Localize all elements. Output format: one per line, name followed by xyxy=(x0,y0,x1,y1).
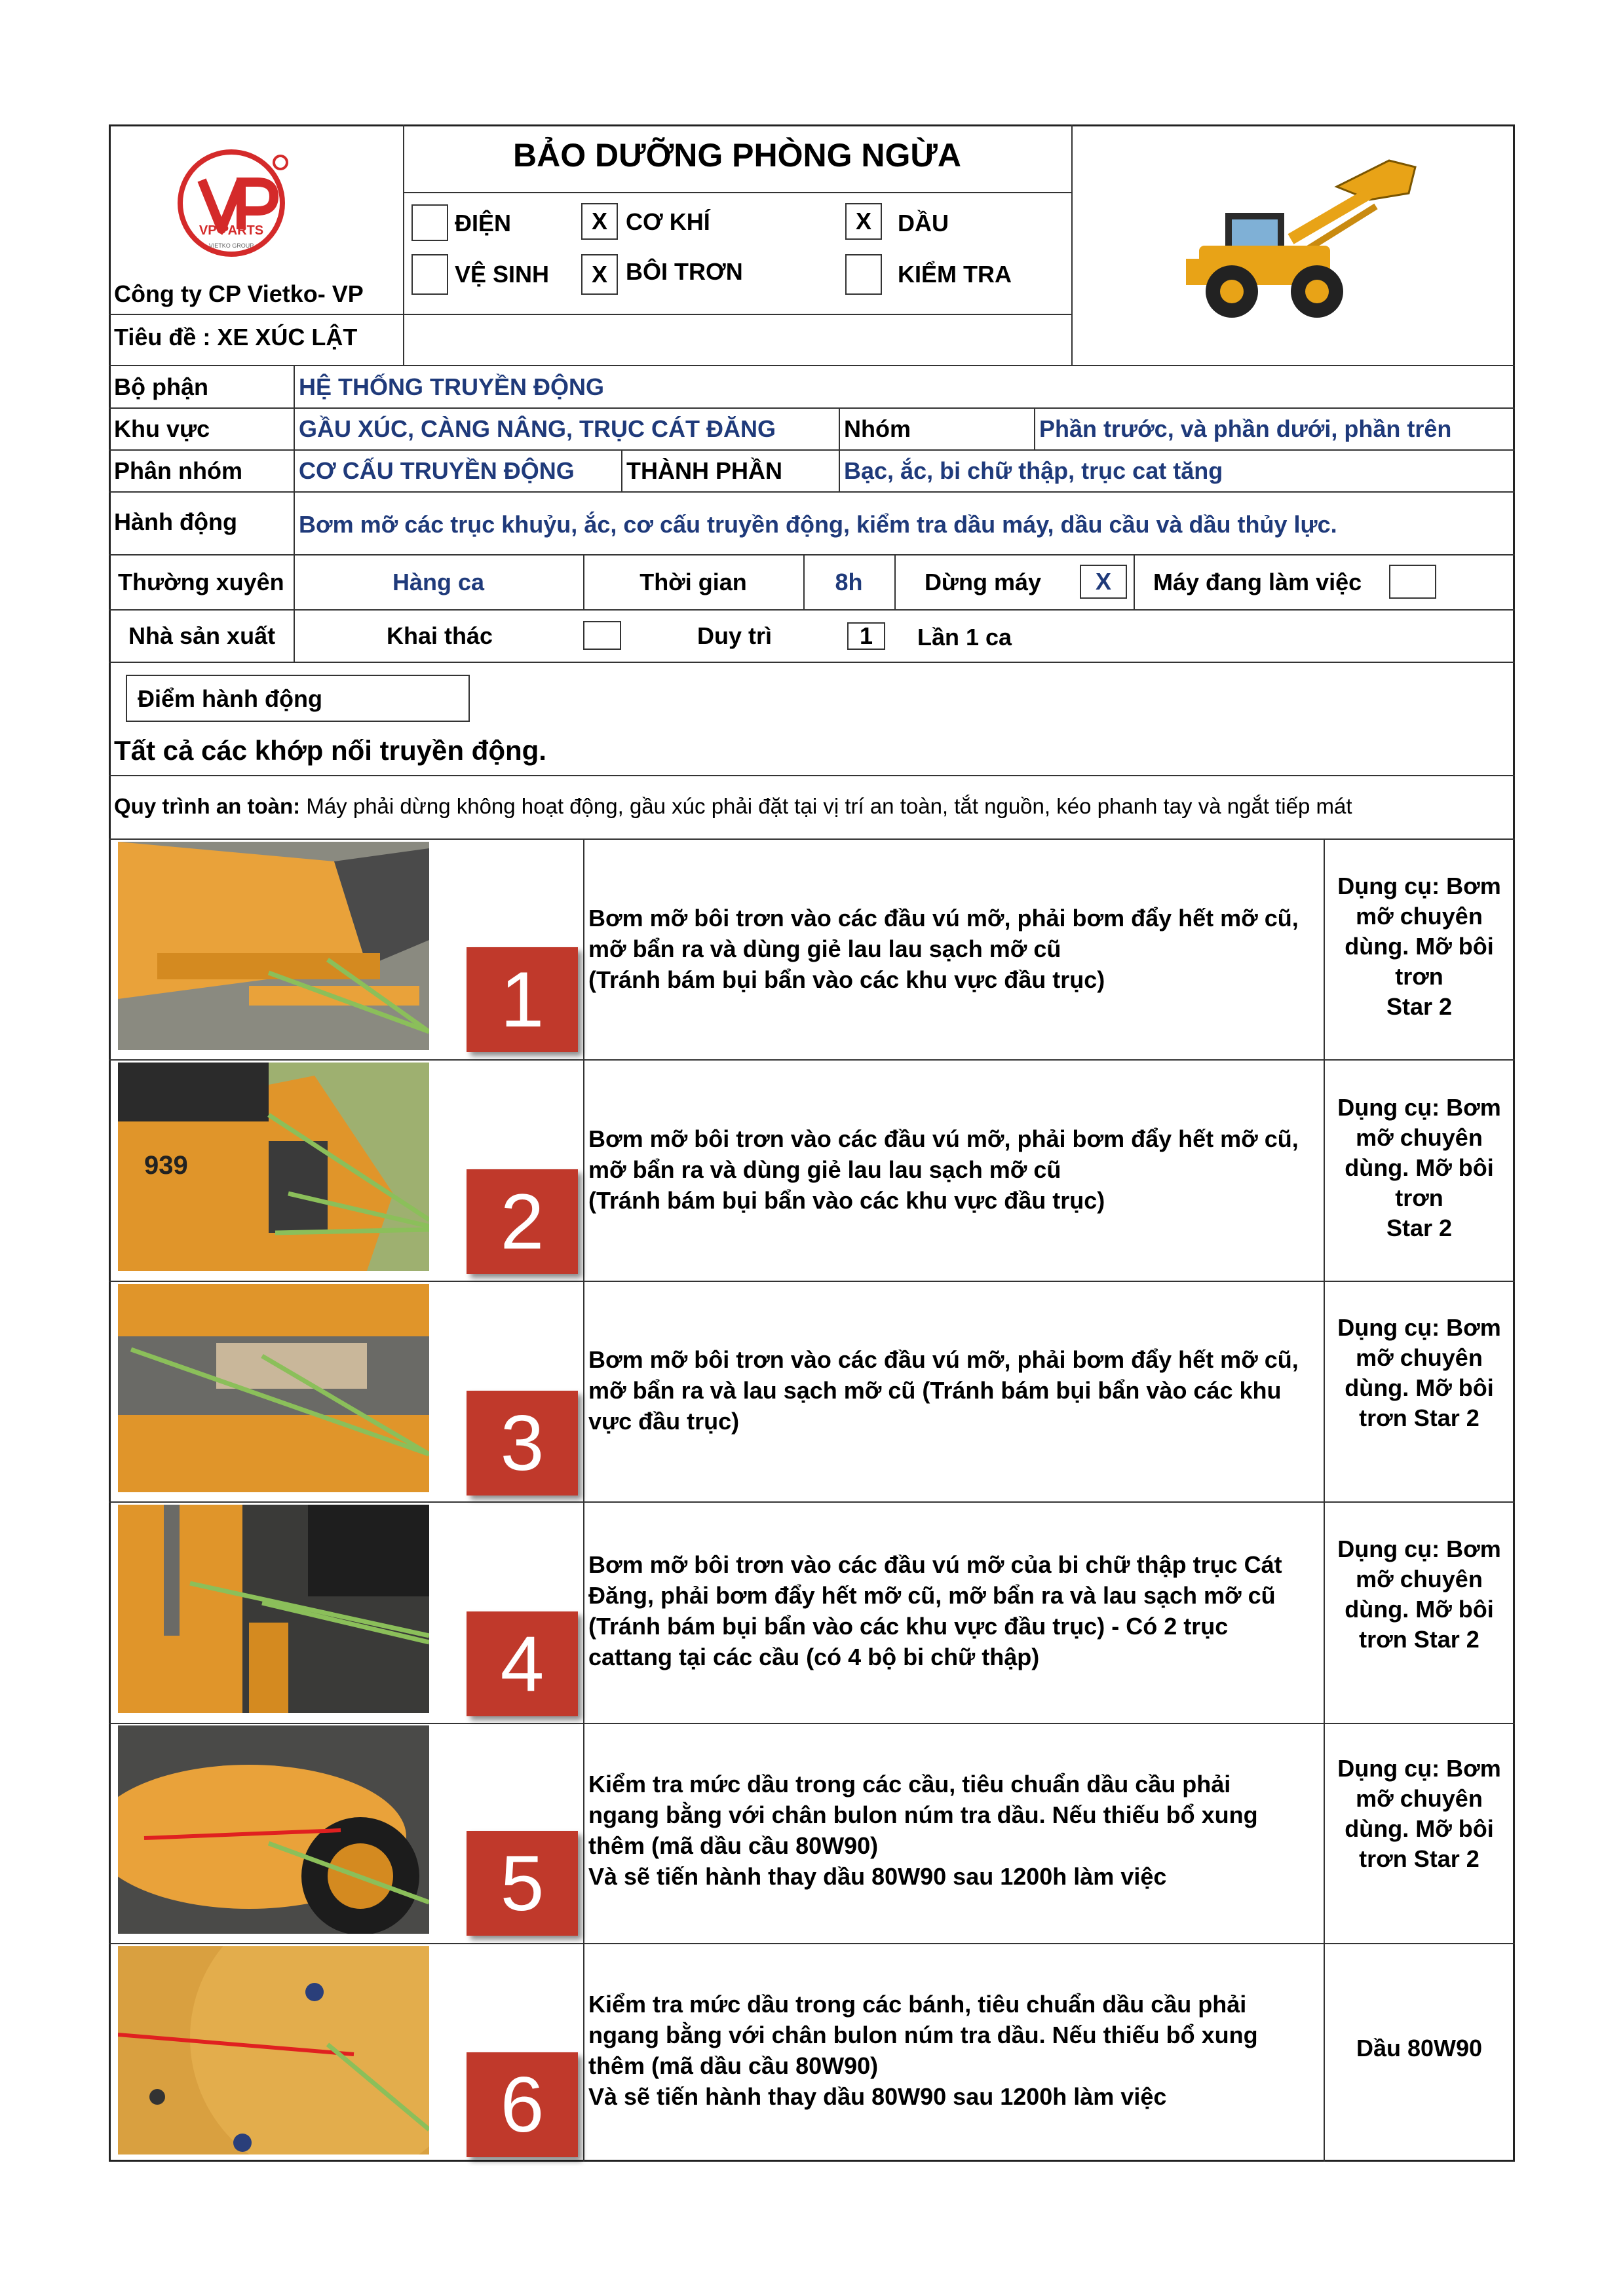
step-tool: Dụng cụ: Bơm mỡ chuyên dùng. Mỡ bôi trơn Star 2 xyxy=(1337,1314,1501,1431)
divider xyxy=(109,554,1515,555)
divider xyxy=(109,491,1515,493)
divider xyxy=(109,609,1515,611)
step-instruction: Bơm mỡ bôi trơn vào các đầu vú mỡ của bi chữ thập trục Cát Đăng, phải bơm đẩy hết mỡ cũ, mỡ bẩn ra và lau sạch mỡ cũ (Tránh bám bụi bẩn vào các khu vực đầu trục) - Có 2 trục cattang tại các cầu (có 4 bộ bi chữ thập) xyxy=(588,1551,1282,1670)
thanh-phan-value: Bạc, ắc, bi chữ thập, trục cat tăng xyxy=(844,457,1223,484)
step-photo xyxy=(118,1284,429,1492)
wheel-loader-image xyxy=(1173,147,1435,328)
thuong-xuyen-value: Hàng ca xyxy=(392,569,485,595)
step-number-badge: 3 xyxy=(467,1391,578,1496)
khai-thac-label: Khai thác xyxy=(387,622,493,649)
divider xyxy=(109,1943,1515,1944)
divider xyxy=(109,1723,1515,1724)
action-point-label: Điểm hành động xyxy=(138,685,322,712)
category-label: DẦU xyxy=(898,210,949,236)
category-label: CƠ KHÍ xyxy=(626,208,710,235)
category-label: BÔI TRƠN xyxy=(626,258,743,285)
divider xyxy=(109,1059,1515,1061)
step-photo xyxy=(118,1505,429,1713)
step-tool: Dụng cụ: Bơm mỡ chuyên dùng. Mỡ bôi trơn Star 2 xyxy=(1337,1094,1501,1241)
category-label: KIỂM TRA xyxy=(898,261,1012,288)
step-tool: Dầu 80W90 xyxy=(1356,2035,1483,2061)
may-dang-lam-viec-label: Máy đang làm việc xyxy=(1153,569,1362,595)
bo-phan-label: Bộ phận xyxy=(114,373,208,400)
dung-may-checkbox[interactable]: X xyxy=(1080,565,1127,599)
hanh-dong-value: Bơm mỡ các trục khuỷu, ắc, cơ cấu truyền động, kiểm tra dầu máy, dầu cầu và dầu thủy lực. xyxy=(299,511,1337,538)
checkbox-dau[interactable]: X xyxy=(845,203,882,240)
step-instruction: Kiểm tra mức dầu trong các cầu, tiêu chuẩn dầu cầu phải ngang bằng với chân bulon núm tra dầu. Nếu thiếu bổ xung thêm (mã dầu cầu 80W90) Và sẽ tiến hành thay dầu 80W90 sau 1200h làm việc xyxy=(588,1771,1258,1890)
lan-label: Lần 1 ca xyxy=(917,624,1012,650)
checkbox-co-khi[interactable]: X xyxy=(581,203,618,240)
step-instruction: Bơm mỡ bôi trơn vào các đầu vú mỡ, phải bơm đẩy hết mỡ cũ, mỡ bẩn ra và lau sạch mỡ cũ (Tránh bám bụi bẩn vào các khu vực đầu trục) xyxy=(588,1346,1299,1435)
svg-text:VP PARTS: VP PARTS xyxy=(199,223,264,238)
divider xyxy=(1134,554,1135,609)
nha-san-xuat-label: Nhà sản xuất xyxy=(128,622,276,649)
subject: Tiêu đề : XE XÚC LẬT xyxy=(114,324,358,350)
step-tool: Dụng cụ: Bơm mỡ chuyên dùng. Mỡ bôi trơn Star 2 xyxy=(1337,873,1501,1020)
step-photo xyxy=(118,1725,429,1934)
duy-tri-label: Duy trì xyxy=(697,622,773,649)
safety-procedure xyxy=(114,794,1352,819)
divider xyxy=(1324,838,1325,2162)
thanh-phan-label: THÀNH PHẦN xyxy=(626,457,782,484)
hanh-dong-label: Hành động xyxy=(114,508,237,535)
divider xyxy=(294,365,295,554)
divider xyxy=(1034,407,1035,449)
dung-may-label: Dừng máy xyxy=(924,569,1042,595)
thoi-gian-label: Thời gian xyxy=(640,569,747,595)
step-number-badge: 2 xyxy=(467,1169,578,1274)
step-instruction: Kiểm tra mức dầu trong các bánh, tiêu chuẩn dầu cầu phải ngang bằng với chân bulon núm tra dầu. Nếu thiếu bổ xung thêm (mã dầu cầu 80W90) Và sẽ tiến hành thay dầu 80W90 sau 1200h làm việc xyxy=(588,1991,1258,2110)
divider xyxy=(109,662,1515,663)
khu-vuc-value: GẦU XÚC, CÀNG NÂNG, TRỤC CÁT ĐĂNG xyxy=(299,415,776,442)
svg-text:VIETKO GROUP: VIETKO GROUP xyxy=(208,242,254,249)
divider xyxy=(109,838,1515,840)
duy-tri-box[interactable]: 1 xyxy=(847,622,885,650)
thuong-xuyen-label: Thường xuyên xyxy=(118,569,284,595)
divider xyxy=(294,609,295,662)
phan-nhom-value: CƠ CẤU TRUYỀN ĐỘNG xyxy=(299,457,575,484)
khu-vuc-label: Khu vực xyxy=(114,415,210,442)
divider xyxy=(109,1501,1515,1503)
divider xyxy=(403,192,1071,193)
step-number-badge: 6 xyxy=(467,2052,578,2157)
category-label: VỆ SINH xyxy=(455,261,550,288)
khai-thac-checkbox[interactable] xyxy=(583,621,621,650)
nhom-value: Phần trước, và phần dưới, phần trên xyxy=(1039,415,1452,442)
step-photo xyxy=(118,1063,429,1271)
step-number-badge: 5 xyxy=(467,1831,578,1936)
divider xyxy=(621,449,622,491)
checkbox-boi-tron[interactable]: X xyxy=(581,254,618,295)
step-number-badge: 1 xyxy=(467,947,578,1052)
checkbox-kiem-tra[interactable] xyxy=(845,254,882,295)
step-instruction: Bơm mỡ bôi trơn vào các đầu vú mỡ, phải bơm đẩy hết mỡ cũ, mỡ bẩn ra và dùng giẻ lau lau sạch mỡ cũ (Tránh bám bụi bẩn vào các khu vực đầu trục) xyxy=(588,905,1299,993)
step-tool: Dụng cụ: Bơm mỡ chuyên dùng. Mỡ bôi trơn Star 2 xyxy=(1337,1755,1501,1872)
company-name: Công ty CP Vietko- VP xyxy=(114,280,364,307)
company-logo xyxy=(156,131,307,282)
step-number-badge: 4 xyxy=(467,1611,578,1716)
may-dang-lam-viec-checkbox[interactable] xyxy=(1389,565,1436,599)
bo-phan-value: HỆ THỐNG TRUYỀN ĐỘNG xyxy=(299,373,605,400)
action-point-value: Tất cả các khớp nối truyền động. xyxy=(114,735,546,766)
divider xyxy=(1071,124,1073,366)
step-tool: Dụng cụ: Bơm mỡ chuyên dùng. Mỡ bôi trơn Star 2 xyxy=(1337,1535,1501,1653)
divider xyxy=(109,365,1515,366)
divider xyxy=(109,407,1515,409)
checkbox-ve-sinh[interactable] xyxy=(411,254,448,295)
checkbox-dien[interactable] xyxy=(411,204,448,241)
divider xyxy=(583,838,584,2162)
divider xyxy=(109,449,1515,451)
thoi-gian-value: 8h xyxy=(835,569,863,595)
step-photo xyxy=(118,1946,429,2155)
step-photo xyxy=(118,842,429,1050)
divider xyxy=(109,1281,1515,1282)
svg-text:939: 939 xyxy=(144,1151,188,1180)
safety-text: Máy phải dừng không hoạt động, gầu xúc phải đặt tại vị trí an toàn, tắt nguồn, kéo phanh tay và ngắt tiếp mát xyxy=(300,794,1352,818)
divider xyxy=(839,407,840,491)
form-title: BẢO DƯỠNG PHÒNG NGỪA xyxy=(513,137,961,174)
safety-label: Quy trình an toàn: xyxy=(114,794,301,818)
divider xyxy=(109,775,1515,776)
divider xyxy=(109,314,1071,315)
category-label: ĐIỆN xyxy=(455,210,512,236)
nhom-label: Nhóm xyxy=(844,415,911,442)
step-instruction: Bơm mỡ bôi trơn vào các đầu vú mỡ, phải bơm đẩy hết mỡ cũ, mỡ bẩn ra và dùng giẻ lau lau sạch mỡ cũ (Tránh bám bụi bẩn vào các khu vực đầu trục) xyxy=(588,1125,1299,1214)
phan-nhom-label: Phân nhóm xyxy=(114,457,242,484)
